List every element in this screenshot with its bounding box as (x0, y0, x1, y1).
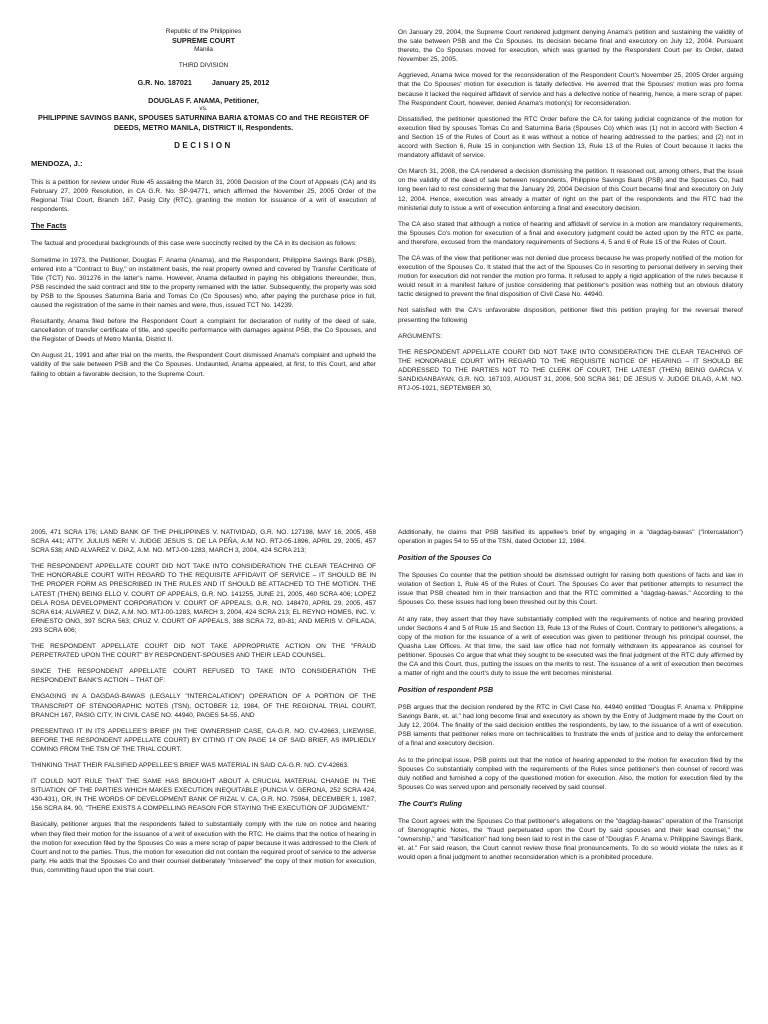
paragraph: On March 31, 2008, the CA rendered a decision dismissing the petition. It reasoned out, among others, that the issue on the validity of the deed of sale between respondents, Philippine Savings Bank (PSB) and the Spouses Co, had long been laid to rest considering that the January 29, 2004 Decision of this Court became final and executory on July 12, 2004. Hence, execution was already a matter of right on the part of the respondents and the RTC had the ministerial duty to issue a writ of execution enforcing a final and executory decision. (398, 168, 743, 212)
paragraph: Aggrieved, Anama twice moved for the reconsideration of the Respondent Court's November 25, 2005 Order arguing that the Co Spouses' motion for execution is fatally defective. He averred that the Spouses' motion was pro forma because it lacked the required affidavit of service and has a defective notice of hearing, hence, a mere scrap of paper. The Respondent Court, however, denied Anama's motion(s) for reconsideration. (398, 72, 743, 107)
section-heading-psb: Position of respondent PSB (398, 685, 494, 695)
header-gr-number: G.R. No. 187021 January 25, 2012 (137, 78, 270, 88)
page-2 (0, 512, 768, 1024)
paragraph: Resultantly, Anama filed before the Respondent Court a complaint for declaration of nullity of the deed of sale, cancellation of transfer certificate of title, and specific performance with damages against PSB, the Co Spouses, and the Register of Deeds of Metro Manila, District II. (31, 318, 376, 344)
section-heading-facts: The Facts (31, 220, 67, 230)
paragraph: As to the principal issue, PSB points out that the notice of hearing appended to the motion for execution filed by the Spouses Co substantially complied with the requirements of the Rules since petitioner's then counsel of record was duly notified and furnished a copy of the questioned motion for execution. Also, the motion for execution filed by the Spouses Co was served upon and personally received by said counsel. (398, 756, 743, 791)
paragraph: Sometime in 1973, the Petitioner, Douglas F. Anama (Anama), and the Respondent, Philippine Savings Bank (PSB), entered into a "Contract to Buy," on installment basis, the real property owned and covered by Transfer Certificate of Title (TCT) No. 301276 in the latter's name. However, Anama defaulted in paying his obligations thereunder, thus, PSB rescinded the said contract and title to the property remained with the latter. Subsequently, the property was sold by PSB to the Spouses Saturnina Baria and Tomas Co (Co Spouses) who, after paying the purchase price in full, caused the registration of the same in their names and were, thus, issued TCT No. 14239. (31, 256, 376, 310)
header-petitioner: DOUGLAS F. ANAMA, Petitioner, (148, 95, 259, 105)
paragraph: THINKING THAT THEIR FALSIFIED APPELLEE'S BRIEF WAS MATERIAL IN SAID CA-G.R. NO. CV-42663. (31, 761, 349, 769)
paragraph: ENGAGING IN A DAGDAG-BAWAS (LEGALLY "INTERCALATION") OPERATION OF A PORTION OF THE TRANSCRIPT OF STENOGRAPHIC NOTES (TSN), OCTOBER 12, 1984, OF THE REGIONAL TRIAL COURT, BRANCH 167, PASIG CITY, IN CIVIL CASE NO. 44940, PAGES 54-55, AND (31, 693, 376, 719)
paragraph: PSB argues that the decision rendered by the RTC in Civil Case No. 44940 entitled "Douglas F. Anama v. Philippine Savings Bank, et. al." had long become final and executory as shown by the Entry of Judgment made by the Court on July 12, 2004. The finality of the said decision entitles the respondents, by law, to the issuance of a writ of execution. PSB laments that petitioner relies more on technicalities to frustrate the ends of justice and to delay the enforcement of a final and executory decision. (398, 704, 743, 748)
paragraph: IT COULD NOT RULE THAT THE SAME HAS BROUGHT ABOUT A CRUCIAL MATERIAL CHANGE IN THE SITUATION OF THE PARTIES WHICH MAKES EXECUTION INEQUITABLE (PUNCIA V. GERONA, 252 SCRA 424, 430-431), OR, IN THE WORDS OF DEVELOPMENT BANK OF RIZAL V. CA, G.R. NO. 75964, DECEMBER 1, 1987, 156 SCRA 84, 90, "THERE EXISTS A COMPELLING REASON FOR STAYING THE EXECUTION OF JUDGMENT." (31, 778, 376, 813)
paragraph: Additionally, he claims that PSB falsified its appellee's brief by engaging in a "dagdag-bawas" ("intercalation") operation in pages 54 to 55 of the TSN, dated October 12, 1984. (398, 529, 743, 546)
paragraph: On August 21, 1991 and after trial on the merits, the Respondent Court dismissed Anama's complaint and upheld the validity of the sale between PSB and the Co Spouses. Undaunted, Anama appealed, at first, to this Court, and after failing to obtain a favorable decision, to the Supreme Court. (31, 352, 376, 378)
page-1-right-column (398, 28, 743, 400)
arguments-label: ARGUMENTS: (398, 332, 442, 340)
section-heading-ruling: The Court's Ruling (398, 798, 462, 808)
paragraph: The CA was of the view that petitioner was not denied due process because he was properly notified of the motion for execution of the Spouses Co. It stated that the act of the Spouses Co in resorting to personal delivery in serving their motion for execution did not render the motion pro forma. It refused to apply a rigid application of the rules because it would result in a manifest failure of justice considering that petitioner's position was nothing but an obvious dilatory tactic designed to prevent the final disposition of Civil Case No. 44940. (398, 254, 743, 299)
paragraph: SINCE THE RESPONDENT APPELLATE COURT REFUSED TO TAKE INTO CONSIDERATION THE RESPONDENT BANK'S ACTION – THAT OF: (31, 668, 376, 685)
paragraph: PRESENTING IT IN ITS APPELLEE'S BRIEF (IN THE OWNERSHIP CASE, CA-G.R. NO. CV-42663, LIKEWISE, BEFORE THE RESPONDENT APPELLATE COURT) BY CITING IT ON PAGE 14 OF SAID BRIEF, AS IMPLIEDLY COMING FROM THE TSN OF THE TRIAL COURT. (31, 727, 376, 753)
paragraph: The CA also stated that although a notice of hearing and affidavit of service in a motion are mandatory requirements, the Spouses Co's motion for execution of a final and executory judgment could be acted upon by the RTC ex parte, and therefore, excused from the mandatory requirements of Sections 4, 5 and 6 of Rule 15 of the Rules of Court. (398, 220, 743, 246)
paragraph: Not satisfied with the CA's unfavorable disposition, petitioner filed this petition praying for the reversal thereof presenting the following (398, 307, 743, 324)
header-city: Manila (194, 45, 213, 53)
page-2-left-column (31, 528, 376, 882)
page-1-left-column (31, 28, 376, 386)
ponente: MENDOZA, J.: (31, 159, 83, 169)
paragraph: The Court agrees with the Spouses Co that petitioner's allegations on the "dagdag-bawas" operation of the Transcript of Stenographic Notes, the "fraud perpetuated upon the Court by said spouses and their lead counsel," the "ownership," and "falsification" had long been laid to rest in the case of "Douglas F. Anama v. Philippine Savings Bank, et. al." For said reason, the Court cannot review those final pronouncements. To do so would violate the rules as it would open a final judgment to another reconsideration which is a prohibited procedure. (398, 817, 743, 862)
header-republic: Republic of the Philippines (165, 28, 242, 35)
paragraph: 2005, 471 SCRA 176; LAND BANK OF THE PHILIPPINES V. NATIVIDAD, G.R. NO. 127198, MAY 16, 2005, 458 SCRA 441; ATTY. JULIUS NERI V. JUDGE JESUS S. DE LA PEÑA, A.M NO. RTJ-05-1896, APRIL 29, 2005, 457 SCRA 538; AND ALVAREZ V. DIAZ, A.M. NO. MTJ-00-1283, MARCH 3, 2004, 424 SCRA 213; (31, 529, 376, 555)
section-heading-spouses-co: Position of the Spouses Co (398, 553, 492, 563)
page-2-right-column (398, 528, 743, 869)
paragraph: Dissatisfied, the petitioner questioned the RTC Order before the CA for taking judicial cognizance of the motion for execution filed by spouses Tomas Co and Saturnina Baria (Spouses Co) which was (1) not in accord with Section 4 and Section 15 of the Rules of Court as it was without a notice of hearing addressed to the parties; and (2) not in accord with Section 6, Rule 15 in conjunction with Section 13, Rule 13 of the Rules of Court because it lacks the mandatory affidavit of service. (398, 115, 743, 160)
paragraph: This is a petition for review under Rule 45 assailing the March 31, 2008 Decision of the Court of Appeals (CA) and its February 27, 2009 Resolution, in CA G.R. No. SP-94771, which affirmed the November 25, 2005 Order of the Regional Trial Court, Branch 167, Pasig City (RTC), granting the motion for issuance of a writ of execution of respondents. (31, 178, 376, 213)
paragraph: Basically, petitioner argues that the respondents failed to substantially comply with the rule on notice and hearing when they filed their motion for the issuance of a writ of execution with the RTC. He claims that the notice of hearing in the motion for execution filed by the Spouses Co was a mere scrap of paper because it was addressed to the Clerk of Court and not to the parties. Thus, the motion for execution did not contain the required proof of service to the adverse party. He adds that the Spouses Co and their counsel deliberately "misserved" the copy of their motion for execution, thus, committing fraud upon the trial court. (31, 821, 376, 874)
header-vs: vs. (199, 105, 208, 113)
header-respondents: PHILIPPINE SAVINGS BANK, SPOUSES SATURNINA BARIA &TOMAS CO and THE REGISTER OF DEEDS, METRO MANILA, DISTRICT II, Respondents. (38, 113, 369, 132)
decision-title: DECISION (174, 141, 233, 151)
header-division: THIRD DIVISION (178, 62, 229, 70)
paragraph: The Spouses Co counter that the petition should be dismissed outright for raising both questions of facts and law in violation of Section 1, Rule 45 of the Rules of Court. The Spouses Co aver that petitioner attempts to resurrect the issue that PSB cheated him in their transaction and that the RTC committed a "dagdag-bawas." According to the Spouses Co, these issues had long been threshed out by this Court. (398, 572, 743, 607)
paragraph: THE RESPONDENT APPELLATE COURT DID NOT TAKE INTO CONSIDERATION THE CLEAR TEACHING OF THE HONORABLE COURT WITH REGARD TO THE REQUISITE NOTICE OF HEARING – IT SHOULD BE ADDRESSED TO THE PARTIES NOT TO THE CLERK OF COURT, THE LATEST (THEN) BEING GARCIA V. SANDIGANBAYAN, G.R. NO. 167103, AUGUST 31, 2006, 500 SCRA 361; DE JESUS V. JUDGE DILAG, A.M. NO. RTJ-05-1921, SEPTEMBER 30, (398, 348, 743, 393)
paragraph: On January 29, 2004, the Supreme Court rendered judgment denying Anama's petition and sustaining the validity of the sale between PSB and the Co Spouses. Its decision became final and executory on July 12, 2004. Pursuant thereto, the Co Spouses moved for execution, which was granted by the Respondent Court per its Order, dated November 25, 2005. (398, 29, 743, 64)
paragraph: THE RESPONDENT APPELLATE COURT DID NOT TAKE INTO CONSIDERATION THE CLEAR TEACHING OF THE HONORABLE COURT WITH REGARD TO THE REQUISITE AFFIDAVIT OF SERVICE – IT SHOULD BE IN THE PROPER FORM AS PRESCRIBED IN THE RULES AND IT SHOULD BE ATTACHED TO THE MOTION. THE LATEST (THEN) BEING ELLO V. COURT OF APPEALS, G.R. NO. 141255, JUNE 21, 2005, 460 SCRA 406; LOPEZ DELA ROSA DEVELOPMENT CORPORATION V. COURT OF APPEALS, G.R. NO. 148470, APRIL 29, 2005, 457 SCRA 614; ALVAREZ V. DIAZ, A.M. NO. MTJ-00-1283, MARCH 3, 2004, 424 SCRA 213; EL REYNO HOMES, INC. V. ERNESTO ONG, 397 SCRA 563; CRUZ V. COURT OF APPEALS, 388 SCRA 72, 80-81; AND MERIS V. OFILADA, 293 SCRA 606; (31, 563, 376, 634)
paragraph: The factual and procedural backgrounds of this case were succinctly recited by the CA in its decision as follows: (31, 240, 357, 248)
paragraph: At any rate, they assert that they have substantially complied with the requirements of notice and hearing provided under Sections 4 and 5 of Rule 15 and Section 13, Rule 13 of the Rules of Court. Contrary to petitioner's allegations, a copy of the motion for the issuance of a writ of execution was given to petitioner through his principal counsel, the Quasha Law Offices. At that time, the said law office had not formally withdrawn its appearance as counsel for petitioner. Spouses Co argue that what they sought to be executed was the final judgment of the RTC duly affirmed by the CA and this Court, thus, putting the issues on the merits to rest. The issuance of a writ of execution then becomes a matter of right and the court's duty to issue the writ becomes ministerial. (398, 615, 743, 678)
paragraph: THE RESPONDENT APPELLATE COURT DID NOT TAKE APPROPRIATE ACTION ON THE "FRAUD PERPETRATED UPON THE COURT" BY RESPONDENT-SPOUSES AND THEIR LEAD COUNSEL. (31, 643, 376, 660)
header-court: SUPREME COURT (171, 36, 236, 46)
